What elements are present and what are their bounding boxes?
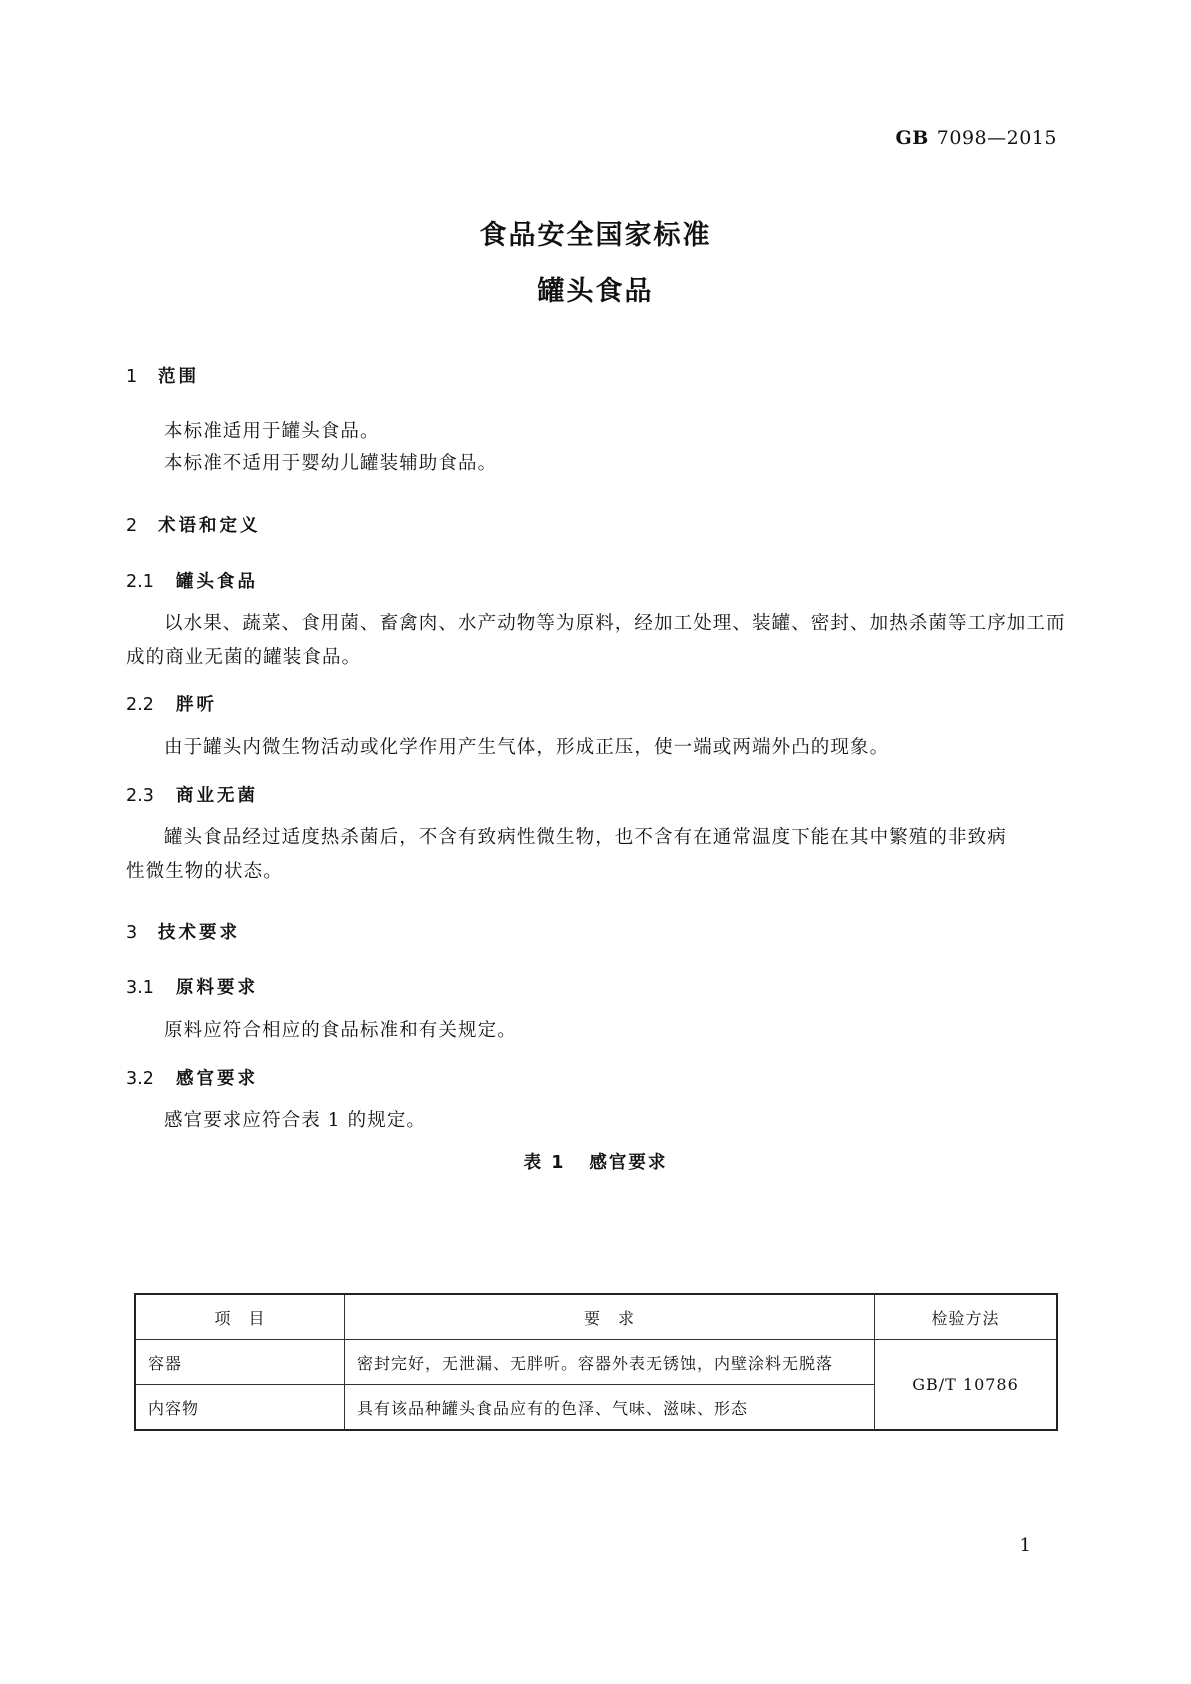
section-3-number: 3 [126, 923, 138, 943]
standard-code: GB [895, 127, 929, 149]
section-2-title: 术语和定义 [158, 516, 261, 536]
document-title: 食品安全国家标准 [479, 220, 712, 251]
table-row [135, 1340, 1057, 1385]
section-3-2-number: 3.2 [126, 1069, 154, 1089]
section-3-1-title: 原料要求 [176, 978, 258, 998]
section-2-3-line-2: 性微生物的状态。 [126, 861, 283, 882]
table-cell-requirement: 具有该品种罐头食品应有的色泽、气味、滋味、形态 [345, 1385, 875, 1431]
section-3-1-number: 3.1 [126, 978, 154, 998]
table-cell-method: GB/T 10786 [875, 1340, 1058, 1431]
document-subtitle: 罐头食品 [537, 276, 654, 307]
sensory-requirements-table [134, 1293, 1058, 1431]
table-cell-item: 容器 [135, 1340, 345, 1385]
section-2-1-title: 罐头食品 [176, 572, 258, 592]
section-1-title: 范围 [158, 367, 199, 387]
table-1-caption-title: 感官要求 [589, 1153, 668, 1173]
section-2-2-line-1: 由于罐头内微生物活动或化学作用产生气体，形成正压，使一端或两端外凸的现象。 [164, 737, 890, 758]
standard-number [895, 127, 1057, 149]
section-2-number: 2 [126, 516, 138, 536]
table-1-caption [0, 1149, 1191, 1174]
section-1-heading [126, 363, 199, 388]
table-cell-item: 内容物 [135, 1385, 345, 1431]
section-2-3-line-1: 罐头食品经过适度热杀菌后，不含有致病性微生物，也不含有在通常温度下能在其中繁殖的非致病 [164, 827, 1007, 848]
section-2-2-heading [126, 691, 217, 716]
section-2-2-title: 胖听 [176, 695, 217, 715]
section-2-1-heading [126, 568, 258, 593]
standard-year-number: 7098—2015 [936, 127, 1057, 149]
table-header-item: 项 目 [135, 1294, 345, 1340]
table-header-row [135, 1294, 1057, 1340]
table-1-caption-number: 表 1 [523, 1153, 566, 1173]
section-2-1-line-1: 以水果、蔬菜、食用菌、畜禽肉、水产动物等为原料，经加工处理、装罐、密封、加热杀菌等工序加工而 [164, 613, 1066, 634]
page-number: 1 [1019, 1535, 1031, 1556]
section-3-2-heading [126, 1065, 258, 1090]
section-3-2-line-1: 感官要求应符合表 1 的规定。 [164, 1110, 427, 1131]
section-3-title: 技术要求 [158, 923, 240, 943]
section-3-2-title: 感官要求 [176, 1069, 258, 1089]
section-2-heading [126, 512, 261, 537]
section-1-number: 1 [126, 367, 138, 387]
section-2-2-number: 2.2 [126, 695, 154, 715]
section-2-1-number: 2.1 [126, 572, 154, 592]
section-3-heading [126, 919, 240, 944]
section-2-3-title: 商业无菌 [176, 786, 258, 806]
section-2-3-number: 2.3 [126, 786, 154, 806]
table-header-requirement: 要 求 [345, 1294, 875, 1340]
section-2-1-line-2: 成的商业无菌的罐装食品。 [126, 647, 362, 668]
section-3-1-heading [126, 974, 258, 999]
section-2-3-heading [126, 782, 258, 807]
table-header-method: 检验方法 [875, 1294, 1058, 1340]
table-cell-requirement: 密封完好，无泄漏、无胖听。容器外表无锈蚀，内壁涂料无脱落 [345, 1340, 875, 1385]
section-1-paragraph-1: 本标准适用于罐头食品。 [164, 421, 380, 442]
section-3-1-line-1: 原料应符合相应的食品标准和有关规定。 [164, 1020, 517, 1041]
section-1-paragraph-2: 本标准不适用于婴幼儿罐装辅助食品。 [164, 453, 498, 474]
